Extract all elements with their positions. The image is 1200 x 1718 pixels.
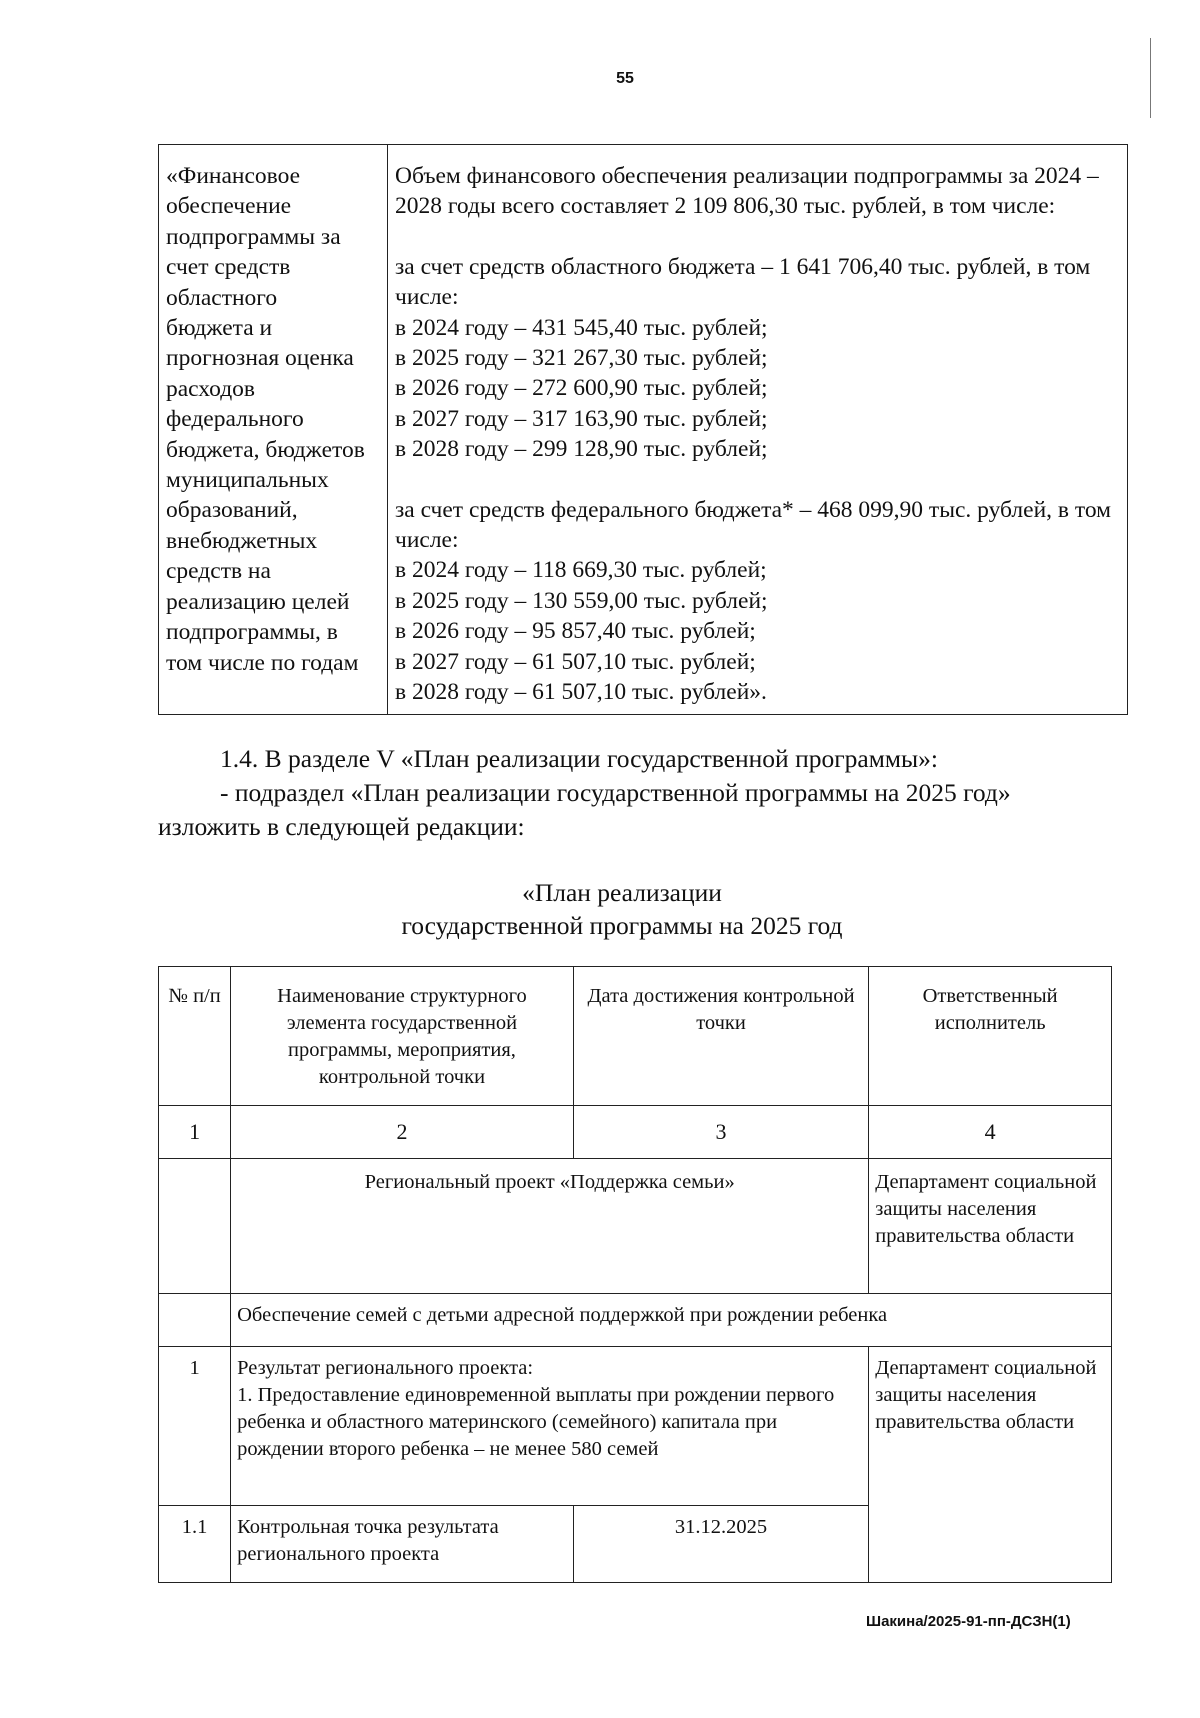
federal-year-line: в 2028 году – 61 507,10 тыс. рублей».: [395, 679, 767, 706]
plan-title-line-2: государственной программы на 2025 год: [401, 911, 843, 940]
regional-year-line: в 2028 году – 299 128,90 тыс. рублей;: [395, 436, 768, 463]
federal-year-line: в 2026 году – 95 857,40 тыс. рублей;: [395, 618, 756, 645]
row-number: 1: [159, 1347, 231, 1506]
paragraph-section-v: 1.4. В разделе V «План реализации государственной программы»:: [220, 744, 938, 773]
header-number: № п/п: [159, 967, 231, 1106]
total-volume: Объем финансового обеспечения реализации подпрограммы за 2024 – 2028 годы всего составляет 2 109 806,30 тыс. рублей, в том числе:: [395, 163, 1099, 220]
header-date: Дата достижения контрольной точки: [573, 967, 868, 1106]
project-name: Региональный проект «Поддержка семьи»: [231, 1159, 869, 1294]
task-name: Обеспечение семей с детьми адресной поддержкой при рождении ребенка: [231, 1294, 1112, 1347]
financial-support-details: [388, 145, 1128, 715]
row-number: 1.1: [159, 1506, 231, 1583]
column-number: 4: [869, 1106, 1112, 1159]
paragraph-edit-instruction: изложить в следующей редакции:: [158, 812, 525, 841]
regional-year-line: в 2025 году – 321 267,30 тыс. рублей;: [395, 345, 768, 372]
federal-year-line: в 2025 году – 130 559,00 тыс. рублей;: [395, 587, 768, 614]
result-executor: Департамент социальной защиты населения правительства области: [869, 1347, 1112, 1583]
column-number: 3: [573, 1106, 868, 1159]
regional-year-line: в 2027 году – 317 163,90 тыс. рублей;: [395, 405, 768, 432]
scan-artifact-line: [1150, 38, 1151, 118]
header-element-name: Наименование структурного элемента государственной программы, мероприятия, контрольной точки: [231, 967, 574, 1106]
implementation-plan-table: [158, 966, 1112, 1583]
financial-support-table: [158, 144, 1128, 715]
table-row: [159, 1294, 1112, 1347]
column-number: 2: [231, 1106, 574, 1159]
federal-year-line: в 2027 году – 61 507,10 тыс. рублей;: [395, 648, 756, 675]
federal-year-line: в 2024 году – 118 669,30 тыс. рублей;: [395, 557, 767, 584]
column-number-row: [159, 1106, 1112, 1159]
regional-budget-header: за счет средств областного бюджета – 1 641 706,40 тыс. рублей, в том числе:: [395, 253, 1091, 311]
paragraph-subsection: - подраздел «План реализации государственной программы на 2025 год»: [220, 778, 1011, 807]
table-header-row: [159, 967, 1112, 1106]
result-text: 1. Предоставление единовременной выплаты при рождении первого ребенка и областного материнского (семейного) капитала при рождении второго ребенка – не менее 580 семей: [237, 1384, 835, 1460]
federal-budget-header: за счет средств федерального бюджета* – 468 099,90 тыс. рублей, в том числе:: [395, 496, 1112, 554]
result-title: Результат регионального проекта:: [237, 1357, 534, 1379]
project-executor: Департамент социальной защиты населения правительства области: [869, 1159, 1112, 1294]
table-row: [159, 1159, 1112, 1294]
checkpoint-name: Контрольная точка результата регионального проекта: [231, 1506, 574, 1583]
financial-support-label: «Финансовое обеспечение подпрограммы за счет средств областного бюджета и прогнозная оценка расходов федерального бюджета, бюджетов муниципальных образований, внебюджетных средств на реализацию целей подпрограммы, в том числе по годам: [159, 145, 388, 715]
result-description: [231, 1347, 869, 1506]
table-row: [159, 1347, 1112, 1506]
document-footer-code: Шакина/2025-91-пп-ДСЗН(1): [866, 1613, 1071, 1630]
regional-year-line: в 2026 году – 272 600,90 тыс. рублей;: [395, 375, 768, 402]
regional-year-line: в 2024 году – 431 545,40 тыс. рублей;: [395, 314, 768, 341]
plan-title-line-1: «План реализации: [522, 878, 722, 907]
checkpoint-date: 31.12.2025: [573, 1506, 868, 1583]
column-number: 1: [159, 1106, 231, 1159]
header-executor: Ответственный исполнитель: [869, 967, 1112, 1106]
page-number: 55: [616, 70, 634, 87]
